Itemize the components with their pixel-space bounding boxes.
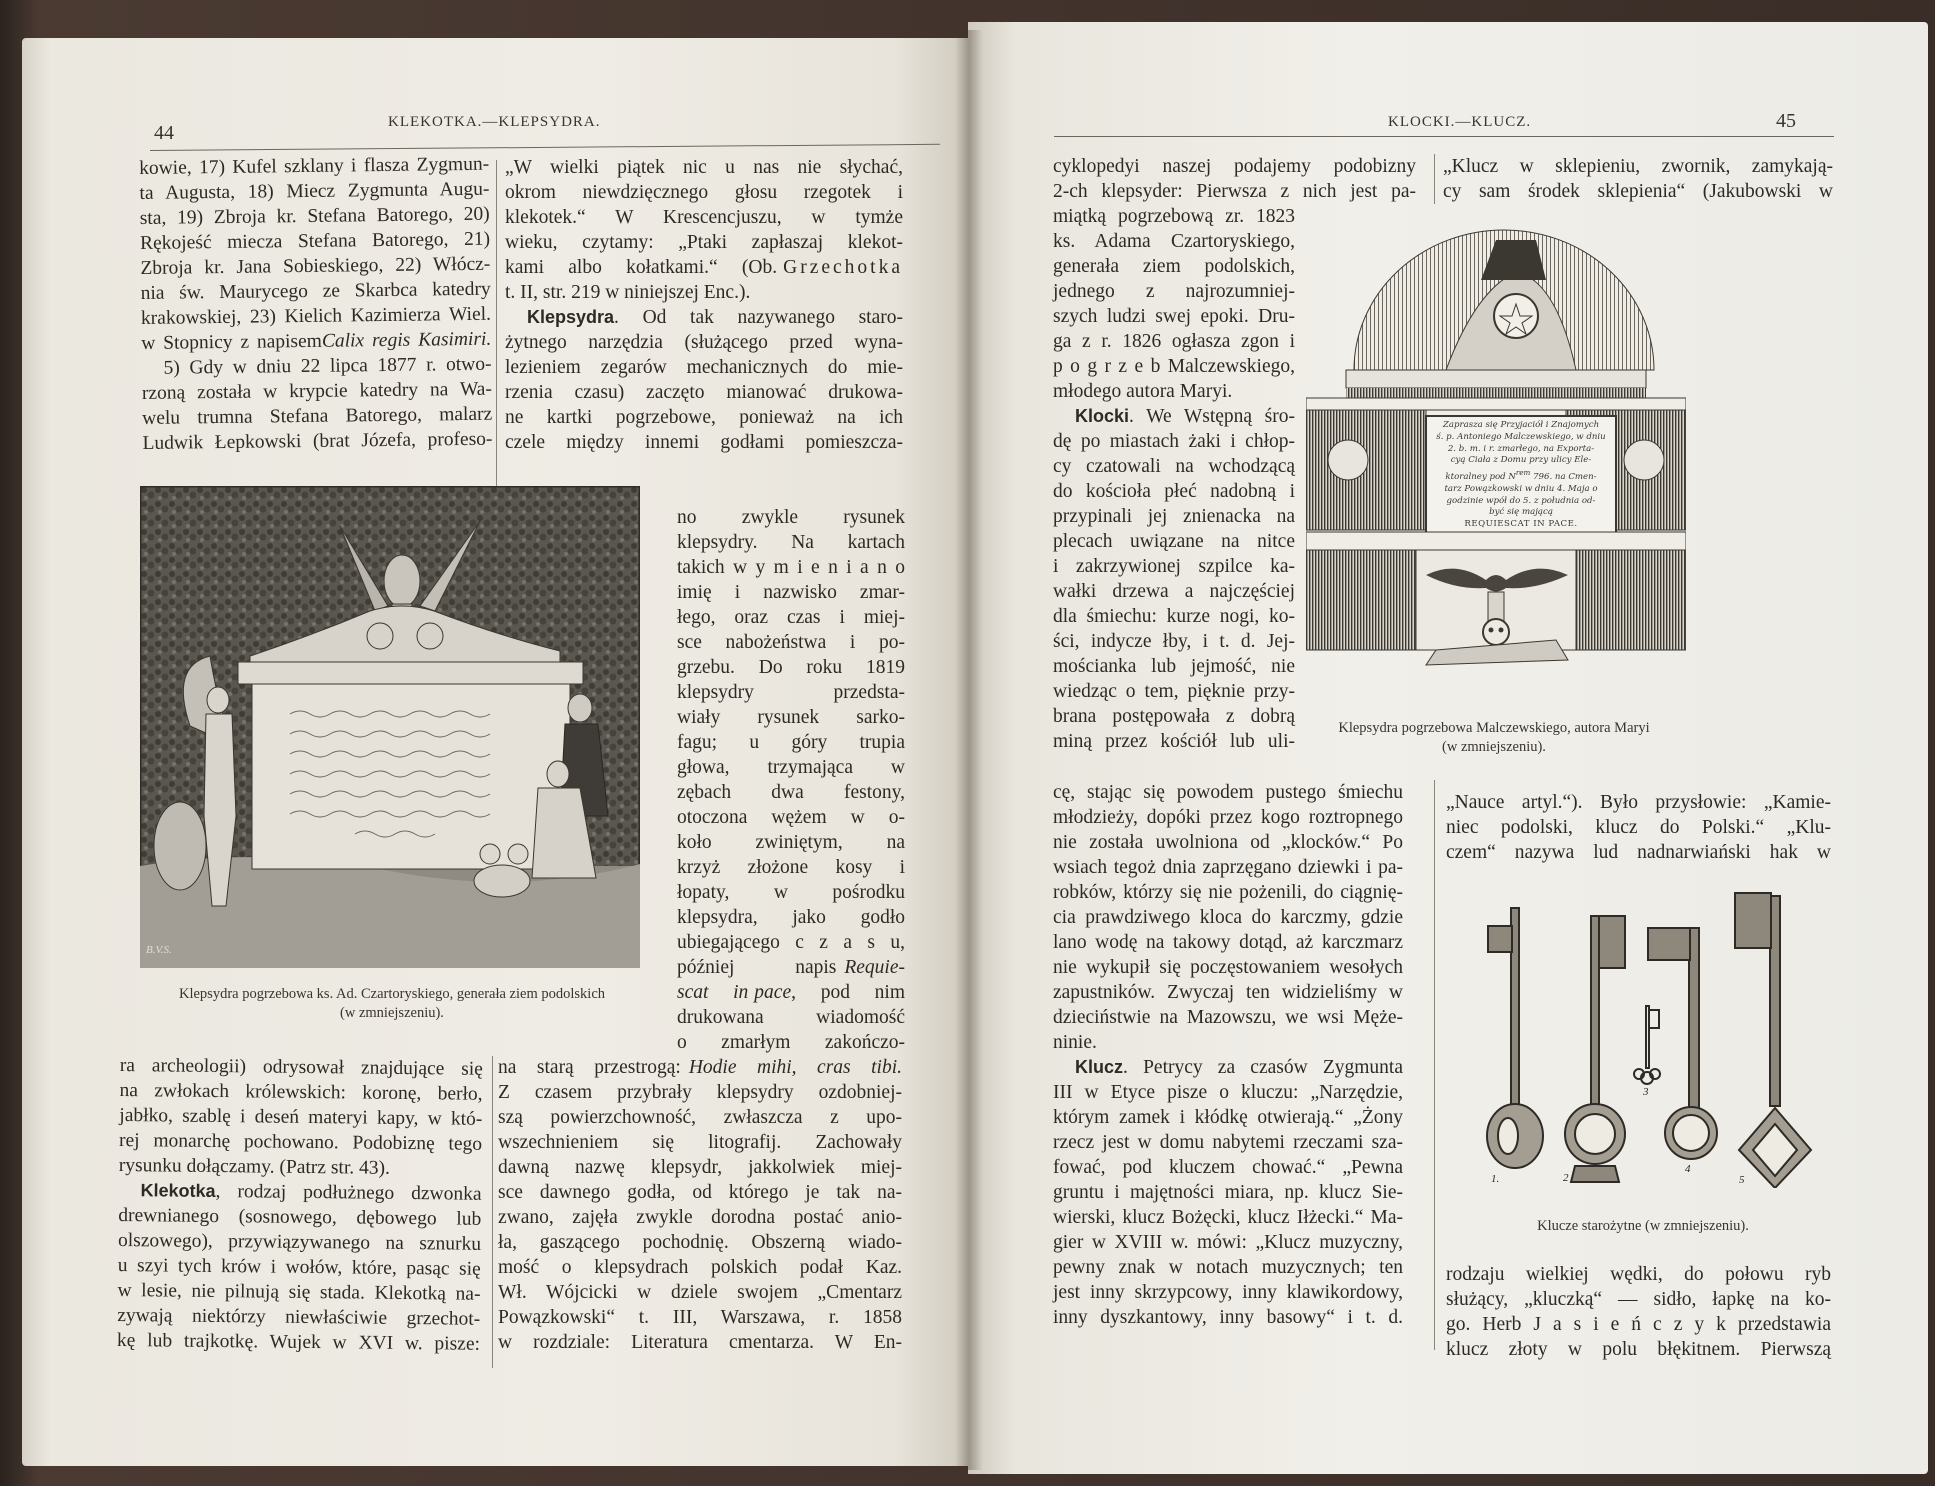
text-line: cyklopedyi naszej podajemy podobizny: [1053, 156, 1416, 177]
running-header: KLOCKI.—KLUCZ.: [1388, 114, 1532, 130]
text-line: kowie, 17) Kufel szklany i flasza Zygmun-: [139, 153, 490, 179]
text-line: jest inny skrzypcowy, inny klawikordowy,: [1053, 1282, 1403, 1303]
inscription-line: 2. b. m. i r. zmarłego, na Exporta-: [1447, 443, 1595, 454]
text-column: [1053, 154, 1416, 204]
text-run: . Petrycy za czasów Zygmunta: [1123, 1057, 1403, 1078]
column-divider: [1434, 154, 1435, 204]
running-header: KLEKOTKA.—KLEPSYDRA.: [388, 114, 601, 130]
page-number: 45: [1776, 110, 1796, 132]
text-line: u szyi tych krów i wołów, które, pasąc się: [117, 1254, 481, 1280]
text-line: sta, 19) Zbroja kr. Stefana Batorego, 20): [139, 203, 490, 229]
text-line: szych ludzi swej epoki. Dru-: [1053, 306, 1295, 327]
text-run: . Od tak nazywanego staro-: [614, 307, 903, 328]
text-line: no zwykle rysunek: [677, 507, 905, 528]
inscription-tablet: [1430, 420, 1612, 531]
right-page: [968, 22, 1928, 1474]
key-label: 4: [1685, 1163, 1691, 1175]
text-line: czem“ nazywa lud nadnarwiański hak w: [1446, 842, 1831, 863]
text-line: zapustników. Zwyczaj ten widzieliśmy w: [1053, 982, 1403, 1003]
text-line: łego, oraz czas i miej-: [677, 607, 905, 628]
text-line: Powązkowski“ t. III, Warszawa, r. 1858: [498, 1307, 902, 1328]
text-run: później napis: [677, 957, 837, 978]
text-line: [677, 980, 905, 1005]
inscription-line: [1430, 467, 1612, 484]
text-line: rodzaju wielkiej wędki, do połowu ryb: [1446, 1264, 1831, 1285]
klepsydra-czartoryski-illustration: [140, 486, 640, 968]
text-line: którym zamek i kłódkę otwierają.“ „Żony: [1053, 1107, 1403, 1128]
text-line: i zakrzywionej szpilce ka-: [1053, 556, 1295, 577]
key-label: 1.: [1491, 1173, 1500, 1185]
column-divider: [1434, 780, 1435, 1350]
text-line: gruntu i majętności miara, np. klucz Sie-: [1053, 1182, 1403, 1203]
text-line: klepsydry. Na kartach: [677, 532, 905, 553]
text-line: żytnego narzędzia (służącego przed wyna-: [505, 332, 903, 353]
text-line: [505, 305, 903, 330]
text-line: o zmarłym zakończo-: [677, 1032, 905, 1053]
text-line: fagu; u góry trupia: [677, 732, 905, 753]
text-line: wiały rysunek sarko-: [677, 707, 905, 728]
text-line: cy sam środek sklepienia“ (Jakubowski w: [1443, 181, 1833, 202]
text-line: kę lub trajkotkę. Wujek w XVI w. pisze:: [116, 1329, 481, 1355]
text-run: w Stopnicy z napisem: [141, 330, 323, 354]
text-line: brana postępowała z dobrą: [1053, 706, 1295, 727]
text-line: krakowskiej, 23) Kielich Kazimierza Wiel.: [140, 303, 492, 329]
text-line: cia prawdziwego kloca do karczmy, gdzie: [1053, 907, 1403, 928]
text-line: dę po miastach żaki i chłop-: [1053, 431, 1295, 452]
inscription-line: godzinie wpół do 5. z południa od-: [1446, 495, 1596, 506]
text-line: na zwłokach królewskich: koronę, berło,: [119, 1079, 483, 1105]
text-line: wierski, klucz Bożęcki, klucz Iłżecki.“ Ma-: [1053, 1207, 1403, 1228]
klepsydra-malczewski-illustration: [1306, 220, 1686, 690]
text-line: welu trumna Stefana Batorego, malarz: [142, 403, 493, 429]
italic-phrase: Requie-: [844, 957, 905, 978]
inscription-superscript: rem: [1515, 468, 1531, 478]
text-line: [1053, 1055, 1403, 1080]
text-line: nia św. Maurycego ze Skarbca katedry: [140, 278, 491, 304]
text-line: fować, pod kluczem chować.“ „Pewna: [1053, 1157, 1403, 1178]
figure-caption: [1304, 719, 1684, 757]
caption-line: Klepsydra pogrzebowa Malczewskiego, autora Maryi: [1338, 720, 1650, 736]
text-run: na starą przestrogą:: [498, 1057, 681, 1078]
italic-inscription: Calix regis Kasimiri.: [321, 328, 492, 352]
text-line: rzecz jest w domu nabytemi rzeczami sza-: [1053, 1132, 1403, 1153]
text-line: szą powierzchowność, zwłaszcza z upo-: [498, 1107, 902, 1128]
text-line: jednego z najrozumniej-: [1053, 281, 1295, 302]
text-line: „Nauce artyl.“). Było przysłowie: „Kamie-: [1446, 792, 1831, 813]
header-rule: [150, 144, 940, 151]
text-column: [1053, 204, 1295, 754]
figure-caption: Klucze starożytne (w zmniejszeniu).: [1537, 1218, 1749, 1234]
caption-line: (w zmniejszeniu).: [1442, 739, 1546, 755]
text-column: [1446, 790, 1831, 865]
text-line: cy czatowali na wchodzącą: [1053, 456, 1295, 477]
text-line: ła, gaszącego pochodnię. Obszerną wiado-: [498, 1232, 902, 1253]
text-run: , rodzaj podłużnego dzwonka: [215, 1181, 482, 1205]
text-line: wiedząc o tem, pięknie przy-: [1053, 681, 1295, 702]
text-line: p o g r z e b Malczewskiego,: [1053, 356, 1295, 377]
text-line: [505, 255, 903, 280]
text-line: niec podolski, klucz do Polski.“ „Klu-: [1446, 817, 1831, 838]
text-line: zwano, zajęła zwykle dorodna postać anio-: [498, 1207, 902, 1228]
cross-reference: Grzechotka: [783, 257, 903, 278]
text-line: ks. Adama Czartoryskiego,: [1053, 231, 1295, 252]
text-line: ubiegającego c z a s u,: [677, 932, 905, 953]
text-column: [677, 505, 905, 1055]
text-line: ga z r. 1826 ogłasza zgon i: [1053, 331, 1295, 352]
text-line: lezieniem zegarów mechanicznych do mie-: [505, 357, 903, 378]
inscription-line: cyą Ciała z Domu przy ulicy Ele-: [1450, 455, 1592, 466]
text-line: robków, którzy się nie pożenili, do ciągnię-: [1053, 882, 1403, 903]
text-line: [498, 1055, 902, 1080]
text-column: [498, 1055, 902, 1355]
text-line: klepsydry przedsta-: [677, 682, 905, 703]
text-line: przypinali jej znienacka na: [1053, 506, 1295, 527]
text-line: Z czasem przybrały klepsydry ozdobniej-: [498, 1082, 902, 1103]
italic-phrase: scat in: [677, 982, 749, 1003]
inscription-line: być się mającą: [1489, 507, 1553, 518]
text-line: czele między innemi godłami pomieszcza-: [505, 432, 903, 453]
text-line: miną przez kościół lub uli-: [1053, 731, 1295, 752]
artist-mark: B.V.S.: [146, 944, 172, 956]
text-line: klepsydra, jako godło: [677, 907, 905, 928]
text-line: młodzieży, dopóki przez kogo roztropnego: [1053, 807, 1403, 828]
text-line: otoczona wężem w o-: [677, 807, 905, 828]
text-line: koło zwiniętym, na: [677, 832, 905, 853]
text-line: rysunku dołączamy. (Patrz str. 43).: [118, 1154, 391, 1179]
text-line: rzoną została w krypcie katedry na Wa-: [141, 378, 493, 404]
text-line: dla śmiechu: kurze nogi, ko-: [1053, 606, 1295, 627]
text-run: , pod nim: [791, 982, 905, 1003]
text-line: plecach uwiązane na nitce: [1053, 531, 1295, 552]
text-line: młodego autora Maryi.: [1053, 381, 1233, 402]
text-line: ta Augusta, 18) Miecz Zygmunta Augu-: [139, 178, 490, 204]
text-line: Wł. Wójcicki w dziele swojem „Cmentarz: [498, 1282, 902, 1303]
text-line: nie została uwolniona od „klocków.“ Po: [1053, 832, 1403, 853]
text-line: takich w y m i e n i a n o: [677, 557, 905, 578]
text-line: pewny znak w notach muzycznych; ten: [1053, 1257, 1403, 1278]
inscription-text: 796. na Cmen-: [1533, 472, 1597, 483]
text-line: Ludwik Łepkowski (brat Józefa, profeso-: [142, 428, 493, 454]
text-line: inny dyszkantowy, inny basowy“ i t. d.: [1053, 1307, 1403, 1328]
text-line: ninie.: [1053, 1032, 1097, 1053]
text-column: [1053, 780, 1403, 1330]
text-line: do kościoła płeć nadobną i: [1053, 481, 1295, 502]
text-line: „Klucz w sklepieniu, zwornik, zamykają-: [1443, 156, 1833, 177]
text-line: cę, stając się powodem pustego śmiechu: [1053, 782, 1403, 803]
inscription-line: Zaprasza się Przyjaciół i Znajomych: [1442, 420, 1600, 430]
text-line: Rękojeść miecza Stefana Batorego, 21): [139, 228, 491, 254]
entry-term: Klucz: [1075, 1057, 1124, 1077]
caption-line: (w zmniejszeniu).: [340, 1005, 444, 1021]
text-line: „W wielki piątek nic u nas nie słychać,: [505, 157, 903, 178]
text-line: [118, 1178, 481, 1207]
text-column: [1446, 1262, 1831, 1362]
text-column: [1443, 154, 1833, 204]
text-line: wieku, czytamy: „Ptaki zapłaszaj klekot-: [505, 232, 903, 253]
text-line: drukowana wiadomość: [677, 1007, 905, 1028]
text-line: okrom niewdzięcznego głosu rzegotek i: [505, 182, 903, 203]
text-line: zywają niektórzy niewłaściwie grzechot-: [117, 1304, 481, 1330]
text-line: nie wykupił się poczęstowaniem wesołych: [1053, 957, 1403, 978]
text-line: lano wodę na takowy dotąd, aż karczmarz: [1053, 932, 1403, 953]
text-line: Zbroja kr. Jana Sobieskiego, 22) Włócz-: [140, 253, 491, 279]
text-line: olszowego), przywiązywanego na sznurku: [117, 1229, 482, 1255]
text-line: ści, indycze łby, i t. d. Jej-: [1053, 631, 1295, 652]
text-line: wszechnieniem się litografij. Zachowały: [498, 1132, 902, 1153]
text-column: [117, 1053, 483, 1357]
text-run: . We Wstępną śro-: [1129, 406, 1295, 427]
text-line: 5) Gdy w dniu 22 lipca 1877 r. otwo-: [163, 353, 492, 379]
text-column: [505, 155, 903, 455]
text-line: mościanka lub jejmość, nie: [1053, 656, 1295, 677]
left-page: [22, 38, 970, 1466]
text-line: imię i nazwisko zmar-: [677, 582, 905, 603]
caption-line: Klepsydra pogrzebowa ks. Ad. Czartoryskiego, generała ziem podolskich: [178, 986, 605, 1002]
text-line: wałki drzewa a najczęściej: [1053, 581, 1295, 602]
column-divider: [496, 160, 497, 500]
text-line: klekotek.“ W Krescencjuszu, w tymże: [505, 207, 903, 228]
entry-term: Klocki: [1075, 406, 1130, 426]
text-line: wsiach tegoż dnia zaprzęgano dziewki i pa-: [1053, 857, 1403, 878]
inscription-line: tarz Powązkowski w dniu 4. Maja o: [1444, 483, 1598, 494]
text-run: kami albo kołatkami.“ (Ob.: [505, 257, 778, 278]
text-line: [677, 955, 905, 980]
inscription-requiescat: REQUIESCAT IN PACE.: [1464, 519, 1578, 530]
text-line: rej monarchę pochowano. Podobiznę tego: [118, 1129, 483, 1155]
text-line: generała ziem podolskich,: [1053, 256, 1295, 277]
text-line: ne kartki pogrzebowe, ponieważ na ich: [505, 407, 903, 428]
text-column: [139, 152, 493, 456]
figure-caption: [122, 985, 662, 1023]
text-line: klucz złoty w polu błękitnem. Pierwszą: [1446, 1339, 1831, 1360]
text-line: krzyż złożone kosy i: [677, 857, 905, 878]
text-line: drewnianego (sosnowego, dębowego lub: [118, 1204, 482, 1230]
inscription-text: ktoralney pod N: [1445, 472, 1516, 483]
text-line: sce nabożeństwa i po-: [677, 632, 905, 653]
text-line: zębach dwa festony,: [677, 782, 905, 803]
ancient-keys-illustration: [1463, 888, 1823, 1188]
text-line: rzenia czasu) zaczęto mianować drukowa-: [505, 382, 903, 403]
page-number: 44: [154, 122, 174, 144]
key-label: 2: [1563, 1172, 1569, 1184]
text-line: w lesie, nie pilnują się stada. Klekotką na-: [117, 1279, 481, 1305]
text-line: mość o klepsydrach polskich podał Kaz.: [498, 1257, 902, 1278]
entry-term: Klepsydra: [527, 307, 615, 327]
italic-phrase: pace: [754, 982, 792, 1003]
text-line: III w Etyce pisze o kluczu: „Narzędzie,: [1053, 1082, 1403, 1103]
text-line: łopaty, w pośrodku: [677, 882, 905, 903]
text-line: ra archeologii) odrysował znajdujące się: [119, 1054, 483, 1080]
key-label: 5: [1739, 1174, 1745, 1186]
text-line: służący, „kluczką“ — sidło, łapkę na ko-: [1446, 1289, 1831, 1310]
entry-term: Klekotka: [140, 1180, 216, 1202]
book-gutter: [955, 30, 983, 1470]
text-line: głowa, trzymająca w: [677, 757, 905, 778]
column-divider: [492, 1056, 493, 1368]
text-line: w rozdziale: Literatura cmentarza. W En-: [498, 1332, 902, 1353]
inscription-line: ś. p. Antoniego Malczewskiego, w dniu: [1436, 431, 1606, 442]
text-line: grzebu. Do roku 1819: [677, 657, 905, 678]
text-line: gier w XVIII w. mówi: „Klucz muzyczny,: [1053, 1232, 1403, 1253]
text-line: go. Herb J a s i e ń c z y k przedstawia: [1446, 1314, 1831, 1335]
text-line: sce dawnego godła, od którego je tak na-: [498, 1182, 902, 1203]
text-line: [1053, 404, 1295, 429]
text-line: jabłko, szablę i deseń materyi kapy, w któ-: [119, 1104, 483, 1130]
text-line: miątką pogrzebową zr. 1823: [1053, 206, 1295, 227]
text-line: t. II, str. 219 w niniejszej Enc.).: [505, 282, 751, 303]
text-line: 2-ch klepsyder: Pierwsza z nich jest pa-: [1053, 181, 1416, 202]
text-line: dawną nazwę klepsydr, jakkolwiek miej-: [498, 1157, 902, 1178]
key-label: 3: [1643, 1086, 1649, 1098]
header-rule: [1054, 136, 1834, 137]
italic-phrase: Hodie mihi, cras tibi.: [688, 1057, 902, 1078]
text-line: dzieciństwie na Mazowszu, we wsi Męże-: [1053, 1007, 1403, 1028]
